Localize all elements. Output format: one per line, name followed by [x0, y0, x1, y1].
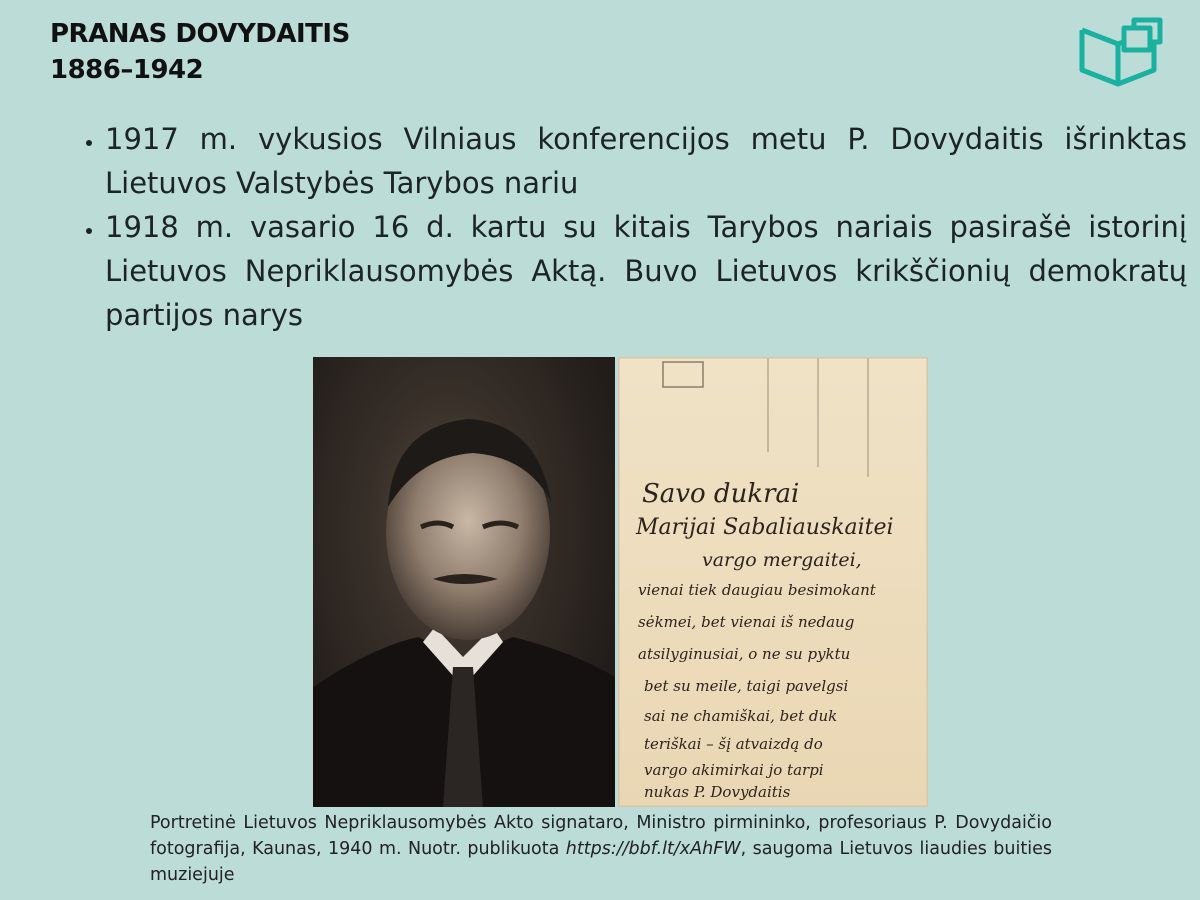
caption-tail: , saugoma Lietuvos liaudies buities muziejuje	[150, 839, 1052, 885]
caption-text: Portretinė Lietuvos Nepriklausomybės Akto signataro, Ministro pirmininko, profesoriaus P. Dovydaičio fotografija, Kaunas, 1940 m. Nuotr. publikuota	[150, 813, 1052, 859]
handwritten-line: vargo mergaitei,	[702, 549, 862, 571]
handwritten-line: bet su meile, taigi pavelgsi	[644, 677, 849, 695]
handwritten-line: sėkmei, bet vienai iš nedaug	[638, 613, 855, 631]
slide-header	[50, 16, 350, 88]
handwritten-line: Marijai Sabaliauskaitei	[636, 515, 894, 540]
portrait-photo	[313, 357, 615, 807]
book-icon	[1078, 16, 1164, 88]
bullet-item: • 1918 m. vasario 16 d. kartu su kitais Tarybos nariais pasirašė istorinį Lietuvos Nepriklausomybės Aktą. Buvo Lietuvos krikščionių demokratų partijos narys	[105, 205, 1187, 337]
portrait-illustration	[313, 357, 615, 807]
handwritten-line: atsilyginusiai, o ne su pyktu	[638, 645, 851, 663]
handwritten-line: Savo dukrai	[642, 479, 800, 509]
bullet-list	[70, 117, 1187, 337]
bullet-item: • 1917 m. vykusios Vilniaus konferencijos metu P. Dovydaitis išrinktas Lietuvos Valstybės Tarybos nariu	[105, 117, 1187, 205]
photo-caption	[150, 810, 1052, 888]
postcard-image	[618, 357, 928, 807]
handwritten-line: vienai tiek daugiau besimokant	[638, 581, 876, 599]
life-years: 1886–1942	[50, 55, 204, 85]
handwritten-line: nukas P. Dovydaitis	[644, 783, 791, 801]
handwritten-line: vargo akimirkai jo tarpi	[644, 761, 824, 779]
caption-source-link[interactable]: https://bbf.lt/xAhFW	[565, 839, 741, 859]
person-name: PRANAS DOVYDAITIS	[50, 19, 350, 49]
handwritten-line: teriškai – šį atvaizdą do	[644, 735, 823, 753]
handwritten-line: sai ne chamiškai, bet duk	[644, 707, 838, 725]
